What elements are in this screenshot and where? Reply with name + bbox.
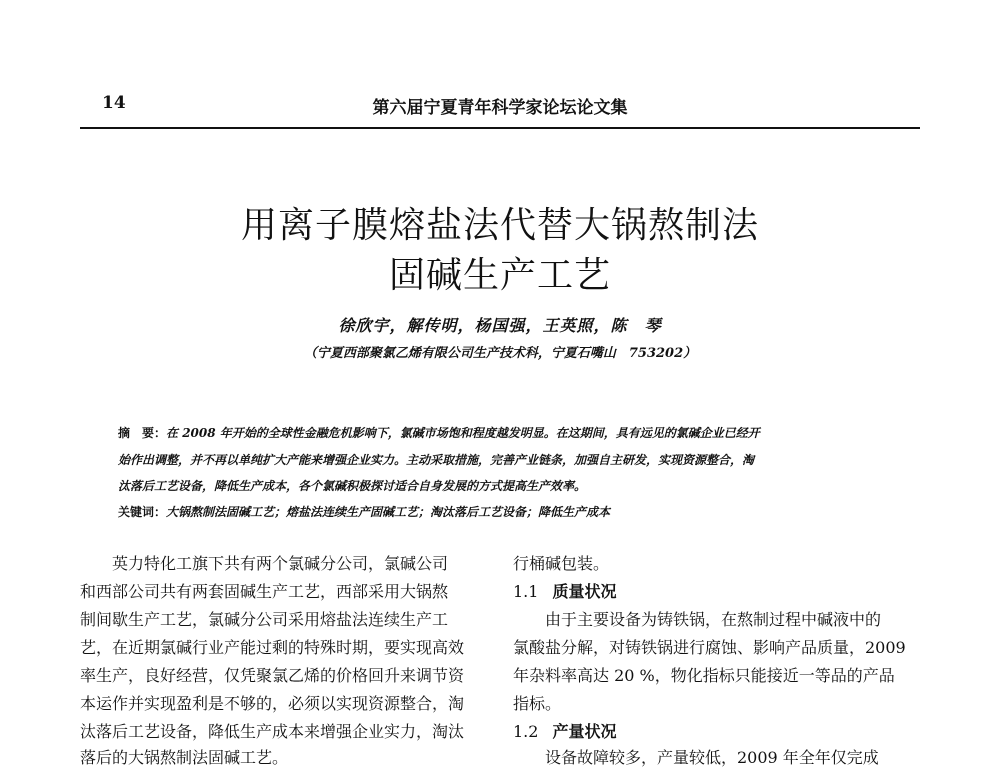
page-number: 14 (102, 93, 126, 113)
affiliation: （宁夏西部聚氯乙烯有限公司生产技术科，宁夏石嘴山 753202） (303, 346, 697, 361)
section-title: 产量状况 (552, 722, 617, 741)
header-rule (80, 127, 920, 129)
right-paragraph-line: 氯酸盐分解，对铸铁锅进行腐蚀、影响产品质量，2009 (513, 638, 906, 657)
section-number: 1.2 (513, 722, 539, 741)
keywords-line (118, 503, 898, 520)
left-paragraph-line: 制间歇生产工艺，氯碱分公司采用熔盐法连续生产工 (80, 610, 449, 629)
left-paragraph-line: 本运作并实现盈利是不够的，必须以实现资源整合，淘 (80, 694, 465, 713)
right-paragraph-line: 指标。 (513, 694, 562, 713)
left-paragraph-line: 落后的大锅熬制法固碱工艺。 (80, 748, 289, 767)
left-paragraph-line: 率生产，良好经营，仅凭聚氯乙烯的价格回升来调节资 (80, 666, 465, 685)
section-heading-1-2 (513, 719, 616, 742)
keywords-label: 关键词： (118, 505, 167, 519)
abstract-line-3: 汰落后工艺设备，降低生产成本，各个氯碱积极探讨适合自身发展的方式提高生产效率。 (118, 479, 587, 493)
left-paragraph-line: 和西部公司共有两套固碱生产工艺，西部采用大锅熬 (80, 582, 449, 601)
abstract-line-1 (118, 424, 898, 441)
page-header (80, 93, 920, 121)
left-paragraph-line: 艺，在近期氯碱行业产能过剩的特殊时期，要实现高效 (80, 638, 465, 657)
authors: 徐欣宇，解传明，杨国强，王英照，陈 琴 (338, 316, 662, 335)
abstract-text-1: 在 2008 年开始的全球性金融危机影响下，氯碱市场饱和程度越发明显。在这期间，具有远见的氯碱企业已经开 (166, 426, 760, 440)
section-heading-1-1 (513, 579, 616, 602)
right-paragraph-line: 行桶碱包装。 (513, 554, 610, 573)
abstract-line-2: 始作出调整，并不再以单纯扩大产能来增强企业实力。主动采取措施，完善产业链条，加强自主研发，实现资源整合，淘 (118, 453, 755, 467)
right-paragraph-line: 年杂料率高达 20 %，物化指标只能接近一等品的产品 (513, 666, 895, 685)
section-number: 1.1 (513, 582, 539, 601)
right-paragraph-line: 由于主要设备为铸铁锅，在熬制过程中碱液中的 (513, 610, 882, 629)
left-paragraph-line: 英力特化工旗下共有两个氯碱分公司，氯碱公司 (80, 554, 449, 573)
keywords-text: 大锅熬制法固碱工艺；熔盐法连续生产固碱工艺；淘汰落后工艺设备；降低生产成本 (166, 505, 611, 519)
abstract-label: 摘 要： (118, 426, 167, 440)
journal-title: 第六届宁夏青年科学家论坛论文集 (372, 98, 628, 118)
paper-title-line-2: 固碱生产工艺 (388, 255, 611, 296)
left-paragraph-line: 汰落后工艺设备，降低生产成本来增强企业实力，淘汰 (80, 722, 465, 741)
paper-title-line-1: 用离子膜熔盐法代替大锅熬制法 (240, 205, 759, 246)
section-title: 质量状况 (552, 582, 617, 601)
right-paragraph-line: 设备故障较多，产量较低，2009 年全年仅完成 (513, 748, 879, 767)
